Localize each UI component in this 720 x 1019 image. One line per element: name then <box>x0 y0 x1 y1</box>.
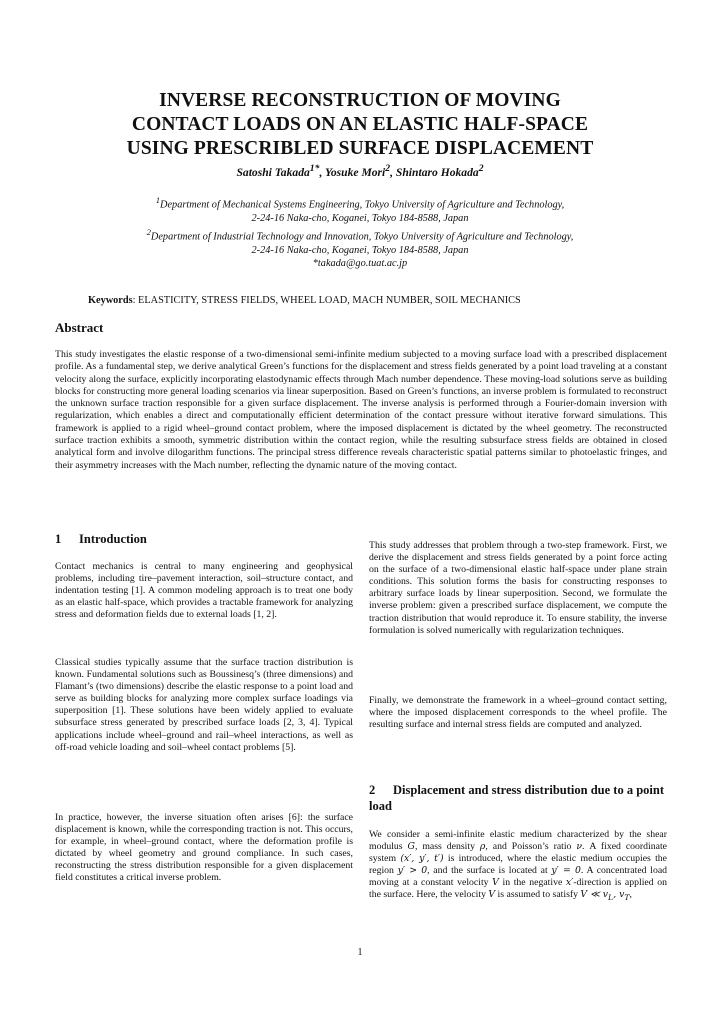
math-expression <box>580 889 630 903</box>
text-run: , and Poisson’s ratio <box>485 841 577 853</box>
section2-paragraph-1 <box>369 829 667 904</box>
intro-paragraph-2 <box>55 657 353 754</box>
keywords-line <box>88 295 521 306</box>
section-number: 2 <box>369 783 376 797</box>
author-name: Satoshi Takada <box>236 165 310 179</box>
text-run: in the negative <box>498 877 566 889</box>
section-heading-point-load <box>369 782 667 814</box>
affiliation-address: 2-24-16 Naka-cho, Koganei, Tokyo 184-8588, Japan <box>251 213 469 225</box>
paragraph-text: Contact mechanics is central to many engineering and geophysical problems, including tire–pavement interaction, soil–structure contact, and indentation testing [1]. A common modeling approach is to treat one body as an elastic half-space, which provides a tractable framework for analyzing stress and deformation fields due to external loads [1, 2]. <box>55 561 353 621</box>
intro-paragraph-3 <box>55 812 353 885</box>
math-symbol: ν <box>576 841 583 853</box>
text-run: . A concentrated load moving at a constant velocity <box>369 865 668 889</box>
page-number: 1 <box>357 947 363 958</box>
right-paragraph-1 <box>369 540 667 637</box>
text-run: -direction is applied on the surface. Here, the velocity <box>369 877 667 901</box>
corresponding-email[interactable]: *takada@go.tuat.ac.jp <box>312 258 408 270</box>
section-title: Introduction <box>79 532 147 546</box>
math-part: , v <box>613 889 625 901</box>
title-line: USING PRESCRIBLED SURFACE DISPLACEMENT <box>126 138 594 159</box>
author-affil-mark: 1* <box>309 163 320 174</box>
text-run: , <box>629 889 632 901</box>
math-part: V ≪ v <box>580 889 609 901</box>
author-list <box>40 162 680 180</box>
abstract-body: This study investigates the elastic response of a two-dimensional semi-infinite medium subjected to a moving surface load with a prescribed displacement profile. As a fundamental step, we derive analytical Green’s functions for the displacement and stress fields generated by a point load traveling at a constant velocity along the surface, explicitly incorporating elastodynamic effects through Mach number dependence. These moving-load solutions serve as building blocks for constructing more general loading scenarios via linear superposition. Based on Green’s functions, an inverse problem is formulated to reconstruct the unknown surface traction responsible for a given surface displacement. The inverse analysis is performed through a Fourier-domain inversion with regularization, which enables a direct and computationally efficient determination of the contact pressure without iterative forward simulations. This framework is applied to a rigid wheel–ground contact problem, where the imposed displacement is dictated by the wheel geometry. The reconstructed surface traction exhibits a smooth, symmetric distribution within the contact region, while the resulting subsurface stress fields are obtained in closed analytical form and involve dilogarithm functions. The principal stress difference reveals characteristic spatial patterns similar to photoelastic fringes, and their asymmetry increases with the Mach number, reflecting the dynamic nature of the moving contact. <box>55 349 667 471</box>
affil-mark: 1 <box>155 195 161 205</box>
affiliations <box>40 194 680 271</box>
author-affil-mark: 2 <box>385 163 391 174</box>
text-run: , mass density <box>414 841 480 853</box>
affiliation-address: 2-24-16 Naka-cho, Koganei, Tokyo 184-8588, Japan <box>251 244 469 256</box>
section-heading-introduction <box>55 531 147 547</box>
paragraph-text: Finally, we demonstrate the framework in a wheel–ground contact setting, where the imposed displacement corresponds to the wheel profile. The resulting surface and internal stress fields are computed and analyzed. <box>369 695 667 731</box>
abstract-heading: Abstract <box>55 320 104 335</box>
math-symbol: V <box>492 877 499 889</box>
paragraph-text: This study addresses that problem through a two-step framework. First, we derive the displacement and stress fields generated by a point force acting on the surface of a two-dimensional elastic half-space under plane strain conditions. This solution forms the basis for constructing responses to arbitrary surface loads by linear superposition. Second, we formulate the inverse problem: given a prescribed surface displacement, we compute the traction distribution that would reproduce it. To ensure stability, the inverse formulation is solved numerically with regularization techniques. <box>369 540 667 636</box>
paragraph-text <box>369 829 667 904</box>
text-run: is assumed to satisfy <box>495 889 581 901</box>
affiliation-text: Department of Mechanical Systems Engineering, Tokyo University of Agriculture and Technology, <box>160 199 565 211</box>
affil-mark: 2 <box>146 226 151 237</box>
text-run: , and the surface is located at <box>427 865 552 877</box>
math-subscript: L <box>608 893 614 903</box>
author-name: Shintaro Hokada <box>395 165 479 179</box>
paper-title <box>40 89 680 161</box>
math-symbol: x′ <box>565 877 574 889</box>
math-expression: y′ = 0 <box>551 865 581 877</box>
section-number: 1 <box>55 532 62 546</box>
paragraph-text: Classical studies typically assume that the surface traction distribution is known. Fundamental solutions such as Boussinesq’s (three dimensions) and Flamant’s (two dimensions) describe the elastic response to a point load and serve as building blocks for analyzing more complex surface loadings via superposition [1]. These solutions have been widely applied to evaluate subsurface stress generated by prescribed surface loads [2, 3, 4]. Typical applications include wheel–ground and rail–wheel interactions, as well as off-road vehicle loading and soil–wheel contact problems [5]. <box>55 657 353 753</box>
author-separator: , <box>390 165 396 179</box>
math-symbol: ρ <box>479 841 486 853</box>
affiliation-text: Department of Industrial Technology and Innovation, Tokyo University of Agriculture and Technology, <box>150 231 574 243</box>
title-line: CONTACT LOADS ON AN ELASTIC HALF-SPACE <box>131 114 589 135</box>
author-affil-mark: 2 <box>478 163 484 174</box>
author-separator: , <box>319 165 326 179</box>
math-symbol: V <box>488 889 496 901</box>
paragraph-text: In practice, however, the inverse situation often arises [6]: the surface displacement is known, while the corresponding traction is not. This occurs, for example, in wheel–ground contact, where the deformation profile is dictated by wheel geometry and ground compliance. In such cases, reconstructing the stress distribution responsible for a given displacement field constitutes a critical inverse problem. <box>55 812 353 884</box>
text-run: We consider a semi-infinite elastic medium characterized by the shear modulus <box>369 829 667 853</box>
section-title: Displacement and stress distribution due to a point load <box>369 783 664 813</box>
math-subscript: T <box>624 893 630 903</box>
affiliation-line <box>40 194 680 212</box>
math-expression: (x′, y′, t′) <box>400 853 444 865</box>
right-paragraph-2 <box>369 695 667 731</box>
keywords-label: Keywords <box>88 295 133 306</box>
affiliation-line <box>40 226 680 244</box>
text-run: . A fixed coordinate system <box>369 841 667 865</box>
author-name: Yosuke Mori <box>325 165 386 179</box>
intro-paragraph-1 <box>55 561 353 621</box>
text-run: is introduced, where the elastic medium occupies the region <box>369 853 668 877</box>
math-expression: y′ > 0 <box>397 865 428 877</box>
keywords-text: : ELASTICITY, STRESS FIELDS, WHEEL LOAD, MACH NUMBER, SOIL MECHANICS <box>132 295 521 306</box>
math-symbol: G <box>407 841 415 853</box>
title-line: INVERSE RECONSTRUCTION OF MOVING <box>159 90 561 111</box>
